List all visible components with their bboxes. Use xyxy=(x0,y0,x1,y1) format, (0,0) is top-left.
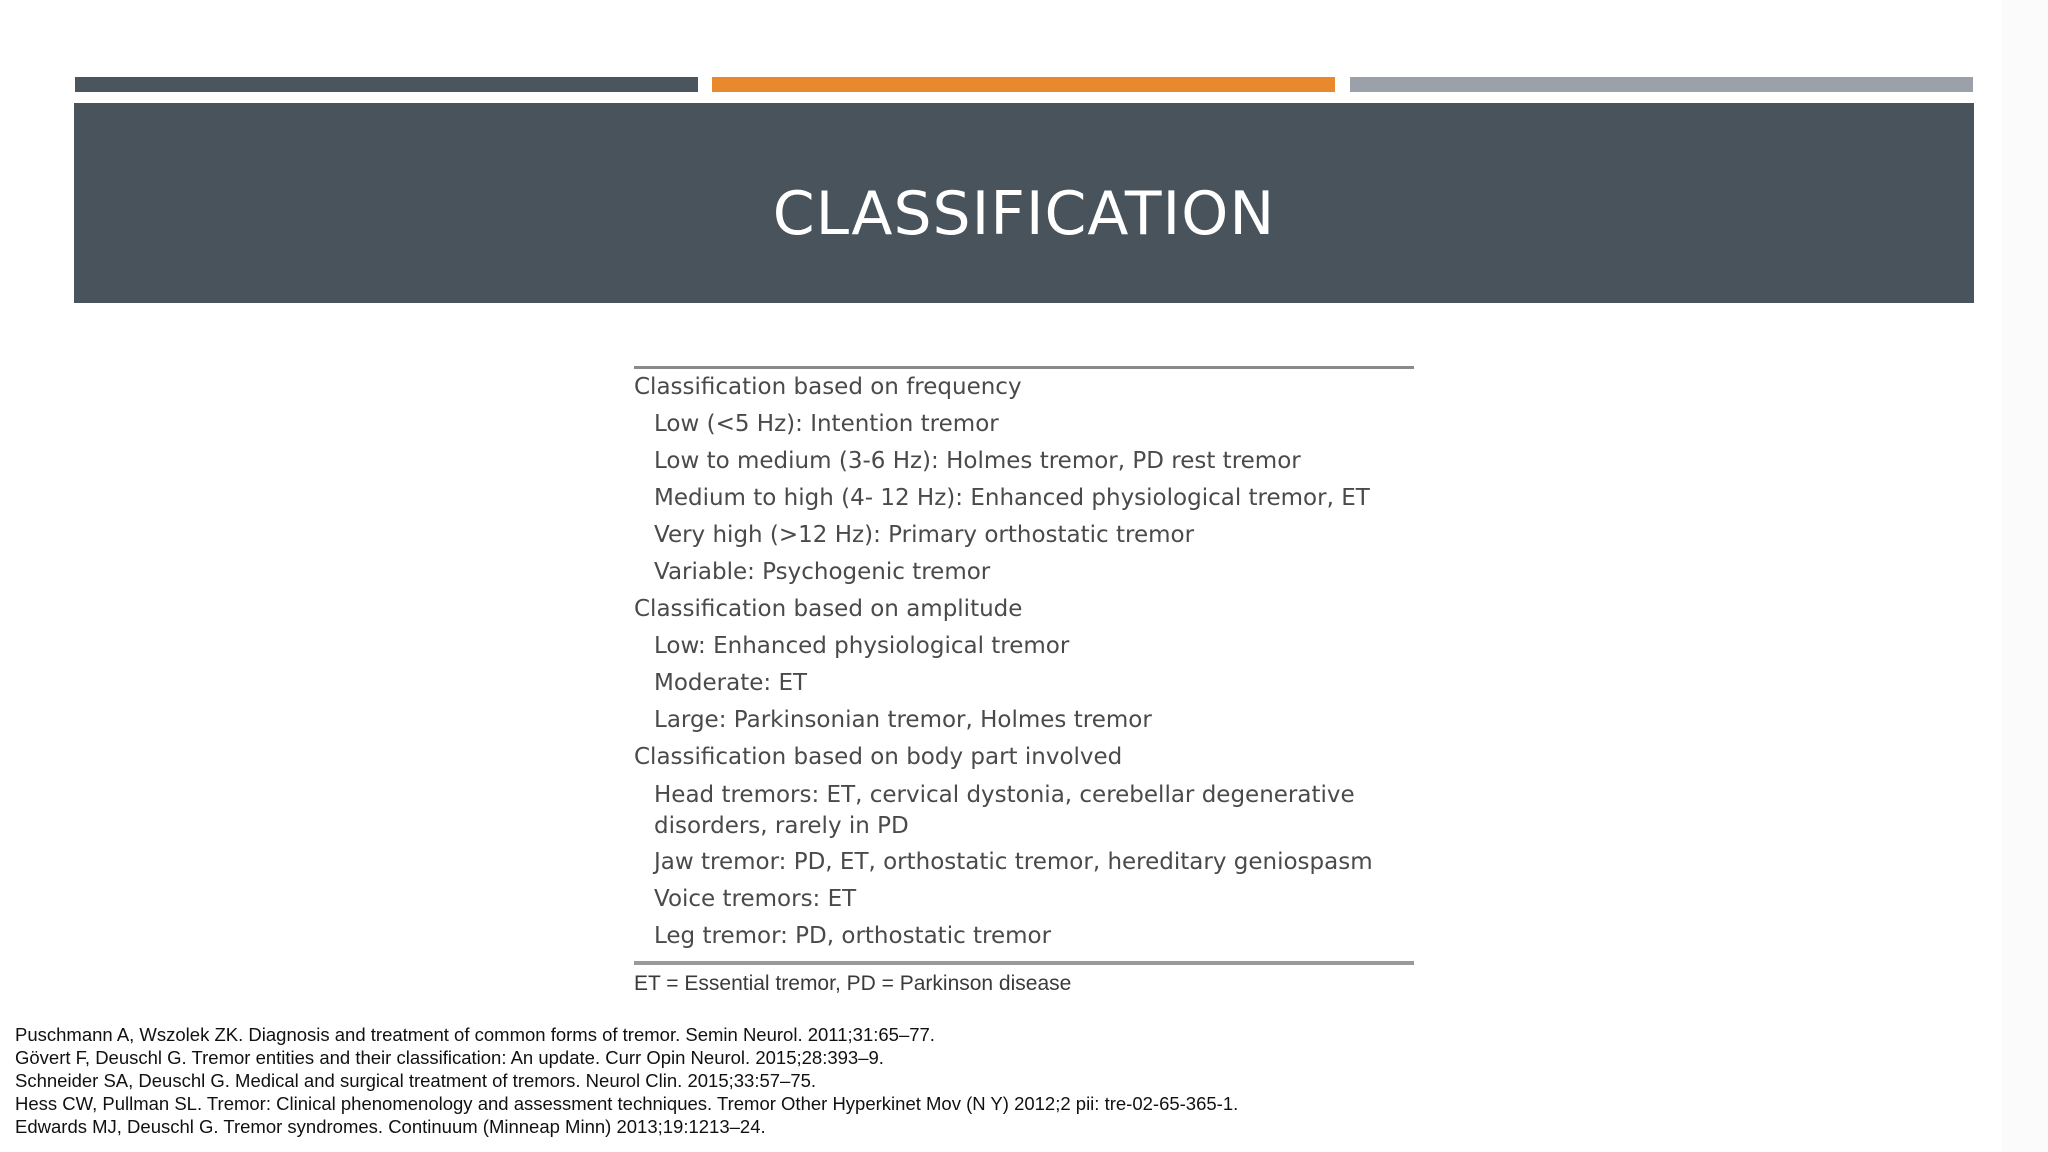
table-row: Low: Enhanced physiological tremor xyxy=(654,633,1070,659)
table-body xyxy=(634,369,1414,955)
table-footnote: ET = Essential tremor, PD = Parkinson disease xyxy=(634,972,1072,995)
accent-bar-gray xyxy=(1350,77,1973,92)
table-row: Medium to high (4- 12 Hz): Enhanced physiological tremor, ET xyxy=(654,485,1370,511)
table-row: Low to medium (3-6 Hz): Holmes tremor, PD rest tremor xyxy=(654,448,1301,474)
references-list xyxy=(15,1023,1238,1138)
accent-bar-orange xyxy=(712,77,1335,92)
table-row: Head tremors: ET, cervical dystonia, cerebellar degenerative disorders, rarely in PD xyxy=(654,782,1355,839)
table-row: Leg tremor: PD, orthostatic tremor xyxy=(654,923,1052,949)
title-banner xyxy=(74,103,1974,303)
table-row: Large: Parkinsonian tremor, Holmes tremor xyxy=(654,707,1152,733)
slide-edge-shadow xyxy=(2002,0,2048,1152)
reference-item: Edwards MJ, Deuschl G. Tremor syndromes. Continuum (Minneap Minn) 2013;19:1213–24. xyxy=(15,1116,766,1137)
reference-item: Hess CW, Pullman SL. Tremor: Clinical phenomenology and assessment techniques. Tremor Other Hyperkinet Mov (N Y) 2012;2 pii: tre-02-65-365-1. xyxy=(15,1093,1239,1114)
table-section-header: Classification based on frequency xyxy=(634,374,1022,400)
table-bottom-rule xyxy=(634,961,1414,965)
table-section-header: Classification based on amplitude xyxy=(634,596,1023,622)
reference-item: Schneider SA, Deuschl G. Medical and surgical treatment of tremors. Neurol Clin. 2015;33:57–75. xyxy=(15,1070,817,1091)
reference-item: Gövert F, Deuschl G. Tremor entities and their classification: An update. Curr Opin Neurol. 2015;28:393–9. xyxy=(15,1047,884,1068)
table-section-header: Classification based on body part involved xyxy=(634,744,1123,770)
table-row: Variable: Psychogenic tremor xyxy=(654,559,991,585)
table-row: Jaw tremor: PD, ET, orthostatic tremor, hereditary geniospasm xyxy=(654,849,1373,875)
table-row: Moderate: ET xyxy=(654,670,808,696)
slide-title: CLASSIFICATION xyxy=(772,179,1276,249)
table-row: Very high (>12 Hz): Primary orthostatic tremor xyxy=(654,522,1195,548)
table-row: Voice tremors: ET xyxy=(654,886,857,912)
reference-item: Puschmann A, Wszolek ZK. Diagnosis and treatment of common forms of tremor. Semin Neurol. 2011;31:65–77. xyxy=(15,1024,935,1045)
classification-table-image xyxy=(634,366,1414,999)
table-row: Low (<5 Hz): Intention tremor xyxy=(654,411,999,437)
accent-bar-dark xyxy=(75,77,698,92)
